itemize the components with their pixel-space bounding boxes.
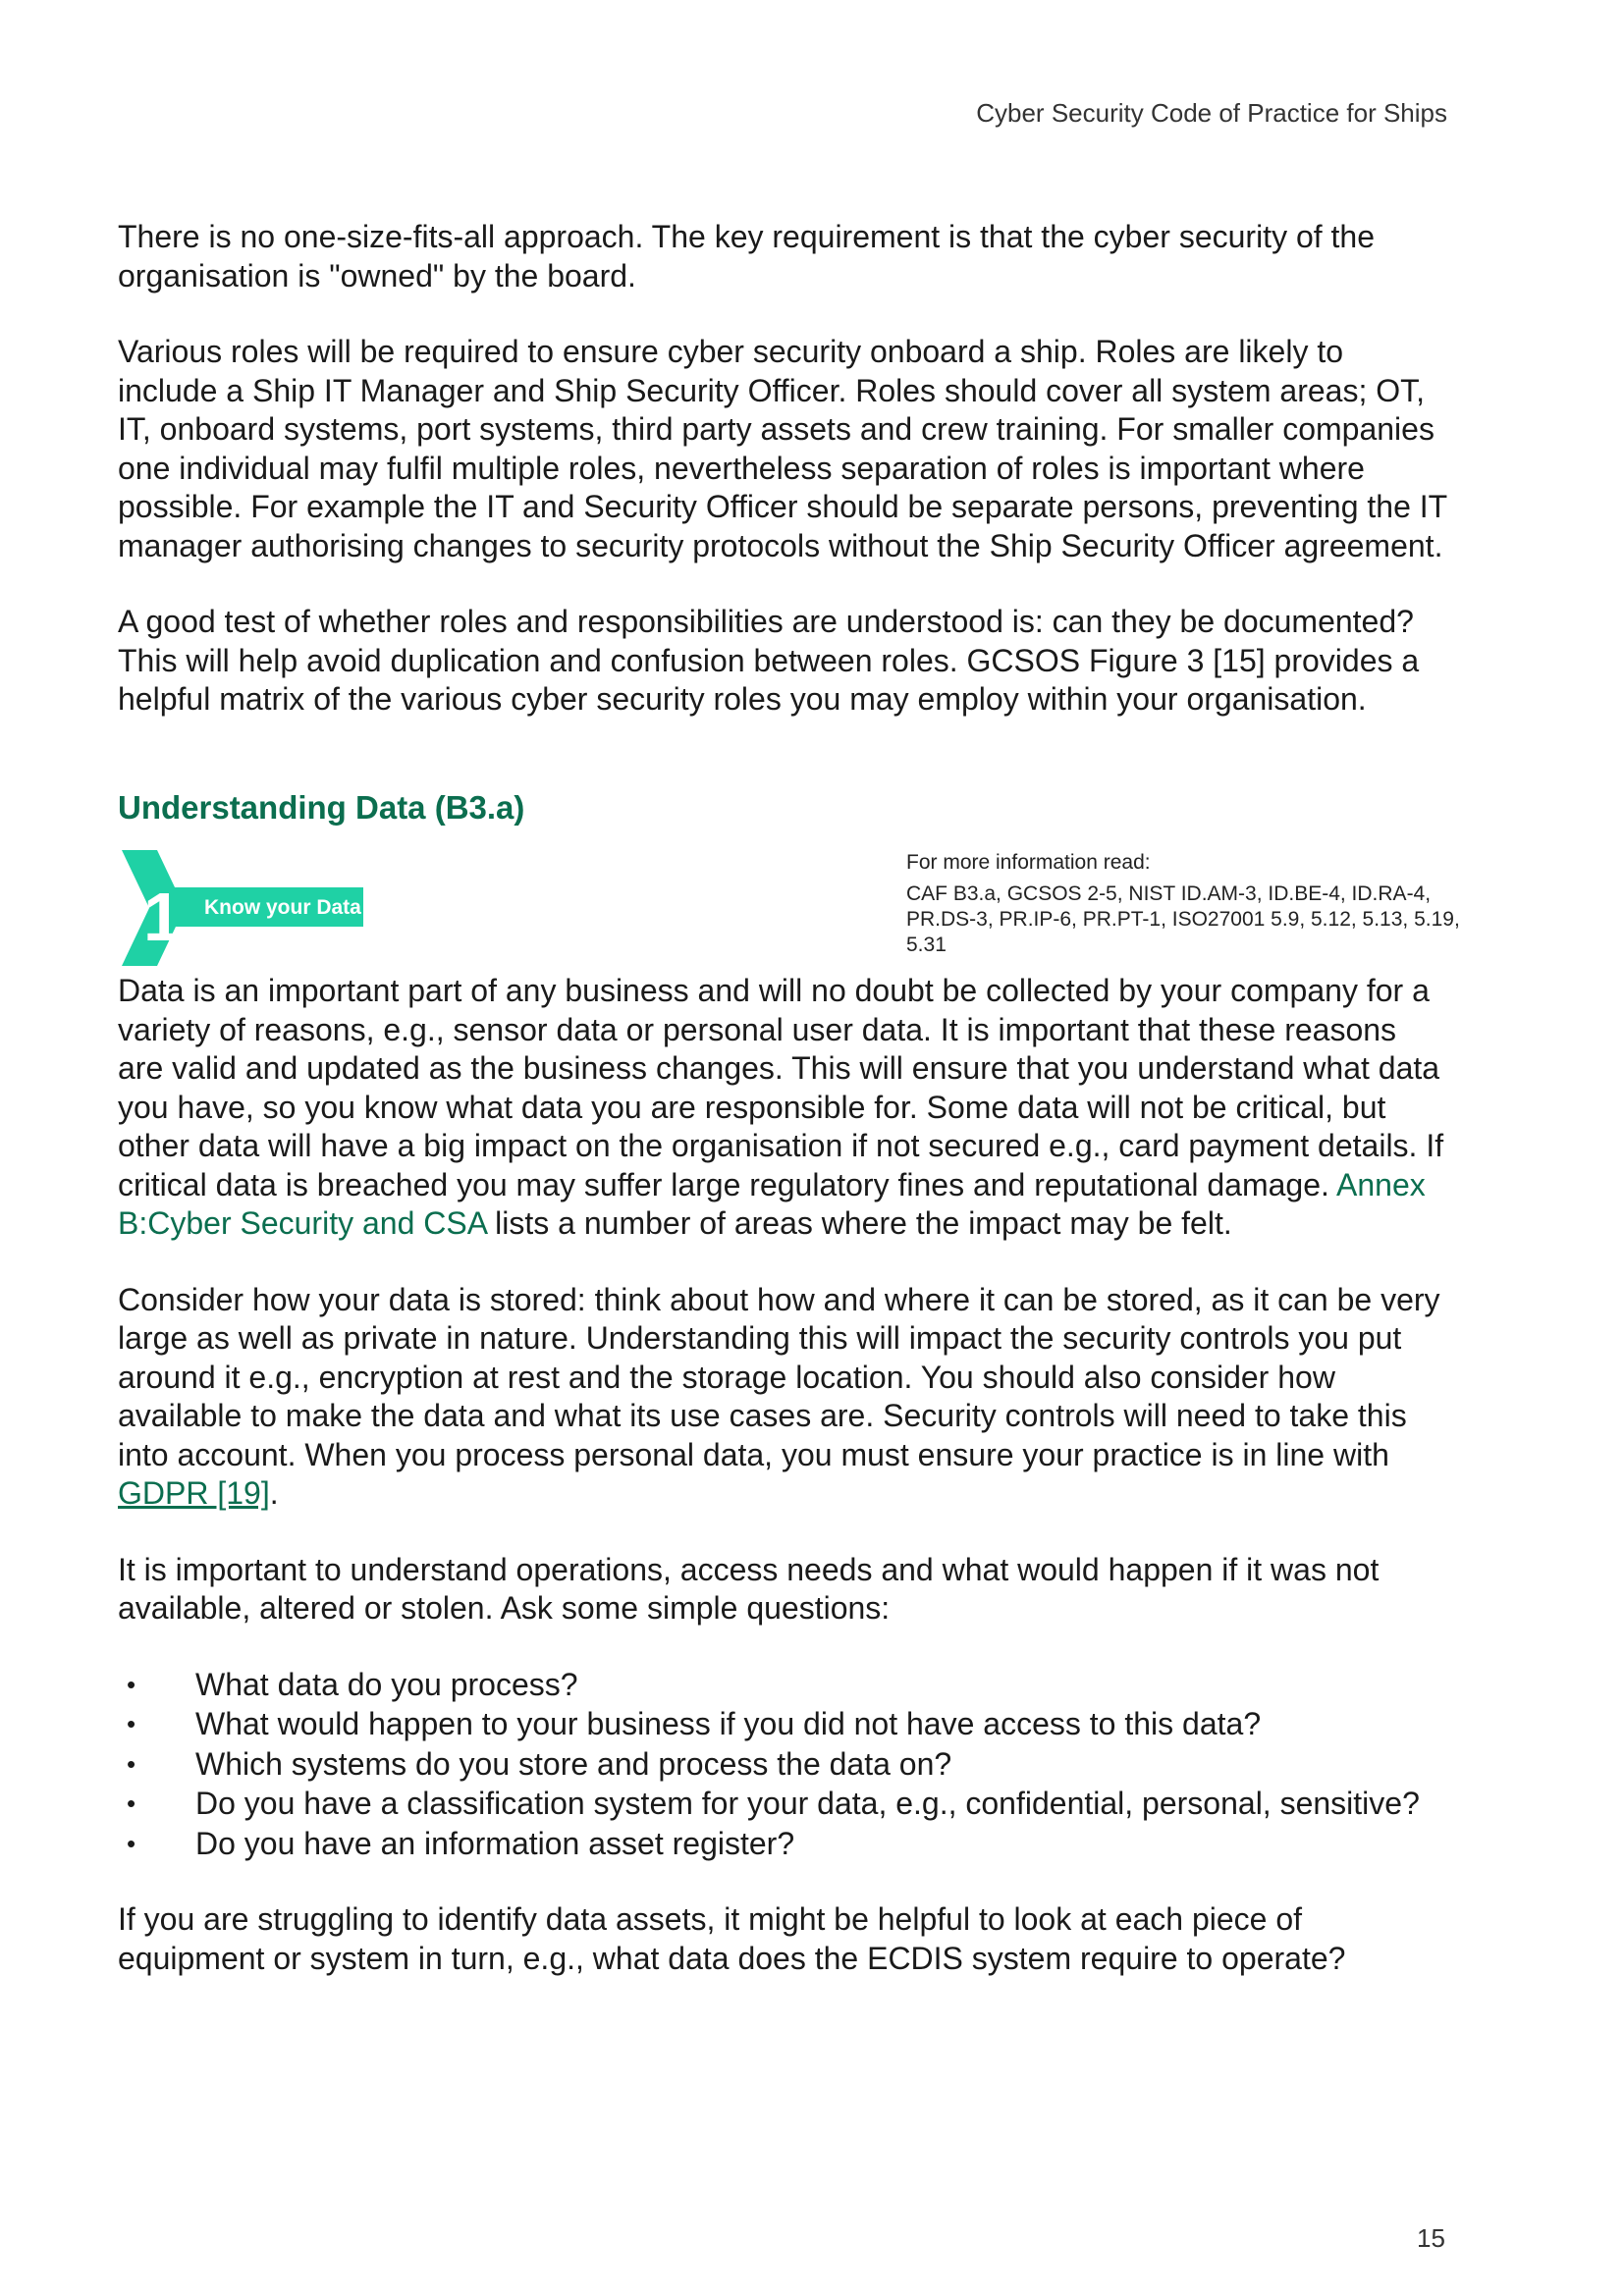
more-info-references: CAF B3.a, GCSOS 2-5, NIST ID.AM-3, ID.BE-4, ID.RA-4, PR.DS-3, PR.IP-6, PR.PT-1, ISO27001 5.9, 5.12, 5.13, 5.19, 5.31: [906, 882, 1460, 956]
page-body: [118, 218, 1460, 2015]
list-item-text: What data do you process?: [195, 1666, 578, 1702]
bullet-icon: •: [127, 1789, 136, 1818]
paragraph-data-storage-text: Consider how your data is stored: think about how and where it can be stored, as it can be very large as well as private in nature. Understanding this will impact the security controls you put around it e.g., encryption at rest and the storage location. You should also consider how available to make the data and what its use cases are. Security controls will need to take this into account. When you process personal data, you must ensure your practice is in line with: [118, 1281, 1440, 1472]
more-info-title: For more information read:: [906, 851, 1151, 874]
more-info-panel: [906, 850, 1486, 958]
list-item: [118, 1705, 1448, 1744]
list-item-text: Do you have a classification system for your data, e.g., confidential, personal, sensitive?: [195, 1786, 1420, 1821]
questions-list: [118, 1666, 1448, 1864]
paragraph-data-storage: [118, 1281, 1448, 1514]
info-box: [118, 850, 1460, 966]
paragraph-data-storage-tail: .: [269, 1475, 279, 1511]
paragraph-data-importance-tail: lists a number of areas where the impact may be felt.: [486, 1205, 1232, 1241]
list-item-text: Which systems do you store and process the data on?: [195, 1745, 952, 1782]
annex-b-link[interactable]: Annex B:Cyber Security and CSA: [118, 1166, 1426, 1241]
list-item-text: Do you have an information asset register?: [195, 1825, 795, 1861]
section-heading: Understanding Data (B3.a): [118, 788, 525, 826]
paragraph-data-importance: [118, 972, 1448, 1244]
list-item: [118, 1785, 1448, 1824]
list-item: [118, 1745, 1448, 1785]
know-your-data-badge: [120, 850, 365, 966]
paragraph-documented-roles: A good test of whether roles and responsibilities are understood is: can they be documented? This will help avoid duplication and confusion between roles. GCSOS Figure 3 [15] provides a helpful matrix of the various cyber security roles you may employ within your organisation.: [118, 604, 1420, 717]
bullet-icon: •: [127, 1709, 136, 1738]
paragraph-operations: It is important to understand operations, access needs and what would happen if it was not available, altered or stolen. Ask some simple questions:: [118, 1551, 1380, 1626]
paragraph-identify-assets: If you are struggling to identify data assets, it might be helpful to look at each piece of equipment or system in turn, e.g., what data does the ECDIS system require to operate?: [118, 1901, 1346, 1976]
paragraph-data-importance-text: Data is an important part of any business and will no doubt be collected by your company for a variety of reasons, e.g., sensor data or personal user data. It is important that these reasons are valid and updated as the business changes. This will ensure that you understand what data you have, so you know what data you are responsible for. Some data will not be critical, but other data will have a big impact on the organisation if not secured e.g., card payment details. If critical data is breached you may suffer large regulatory fines and reputational damage.: [118, 973, 1444, 1202]
paragraph-roles: Various roles will be required to ensure cyber security onboard a ship. Roles are likely to include a Ship IT Manager and Ship Security Officer. Roles should cover all system areas; OT, IT, onboard systems, port systems, third party assets and crew training. For smaller companies one individual may fulfil multiple roles, nevertheless separation of roles is important where possible. For example the IT and Security Officer should be separate persons, preventing the IT manager authorising changes to security protocols without the Ship Security Officer agreement.: [118, 334, 1447, 563]
page-number: 15: [1417, 2223, 1445, 2253]
gdpr-link[interactable]: GDPR [19]: [118, 1475, 270, 1511]
badge-label: Know your Data: [204, 896, 361, 919]
bullet-icon: •: [127, 1669, 136, 1699]
list-item: [118, 1666, 1448, 1705]
running-header: Cyber Security Code of Practice for Ships: [976, 98, 1447, 128]
bullet-icon: •: [127, 1828, 136, 1858]
badge-number: 1: [143, 879, 182, 955]
paragraph-ownership: There is no one-size-fits-all approach. The key requirement is that the cyber security of the organisation is "owned" by the board.: [118, 219, 1376, 294]
list-item: [118, 1825, 1448, 1864]
list-item-text: What would happen to your business if you did not have access to this data?: [195, 1706, 1262, 1741]
bullet-icon: •: [127, 1748, 136, 1779]
